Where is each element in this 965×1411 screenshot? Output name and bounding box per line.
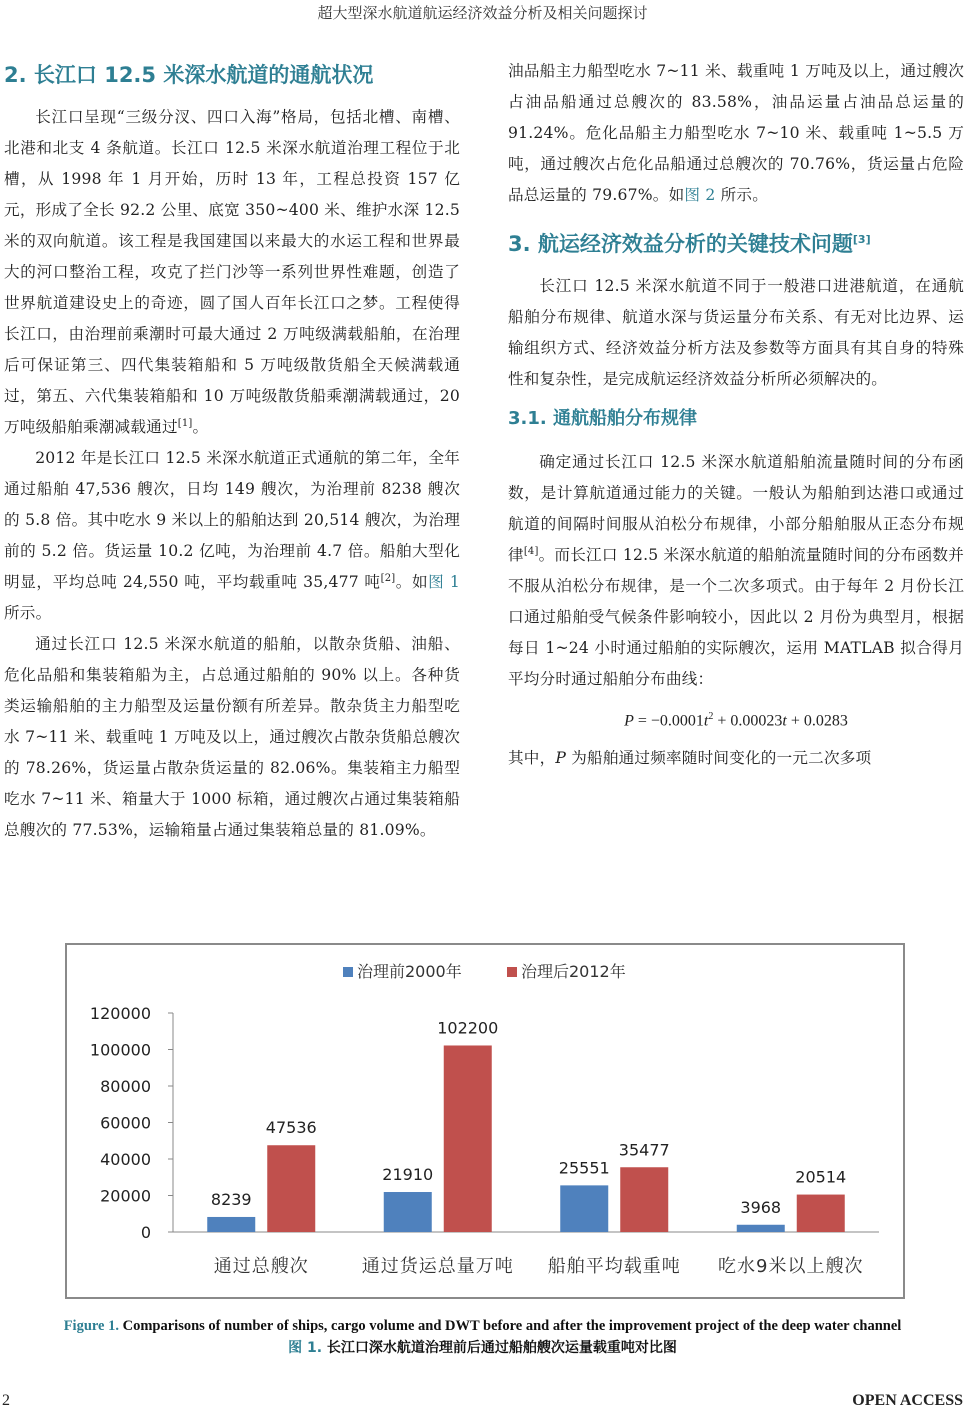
paragraph-1: 长江口呈现“三级分汊、四口入海”格局，包括北槽、南槽、北港和北支 4 条航道。长江口 12.5 米深水航道治理工程位于北槽，从 1998 年 1 月开始，历时 13 年，工程总投资 157 亿元，形成了全长 92.2 公里、底宽 350~400 米、维护水深 12.5 米的双向航道。该工程是我国建国以来最大的水运工程和世界最大的河口整治工程，攻克了拦门沙等一系列世界性难题，创造了世界航道建设史上的奇迹，圆了国人百年长江口之梦。工程使得长江口，由治理前乘潮时可最大通过 2 万吨级满载船舶，在治理后可保证第三、四代集装箱船和 5 万吨级散货船全天候满载通过，第五、六代集装箱船和 10 万吨级散货船乘潮满载通过，20 万吨级船舶乘潮减载通过[1]。	[4, 108, 460, 436]
bar-3-0	[737, 1225, 785, 1232]
equation: $P = -0.0001t^2 + 0.00023t + 0.0283$	[624, 711, 848, 730]
figure-2-link[interactable]: 图 2	[684, 186, 716, 204]
page-number: 2	[2, 1392, 10, 1409]
legend-label-0: 治理前2000年	[357, 962, 462, 981]
running-title: 超大型深水航道航运经济效益分析及相关问题探讨	[317, 4, 648, 22]
data-label-3-1: 20514	[795, 1167, 847, 1187]
x-tick-label-2: 船舶平均载重吨	[547, 1256, 681, 1277]
section-2-heading: 2. 长江口 12.5 米深水航道的通航状况	[4, 63, 374, 87]
bar-2-0	[560, 1185, 608, 1232]
right-column	[508, 56, 964, 774]
figure-1-chart	[65, 943, 905, 1299]
paragraph-3: 通过长江口 12.5 米深水航道的船舶，以散杂货船、油船、危化品船和集装箱船为主，占总通过船舶的 90% 以上。各种货类运输船舶的主力船型及运量份额有所差异。散杂货主力船型吃水 7~11 米、载重吨 1 万吨及以上，通过艘次占散杂货船总艘次的 78.26%，货运量占散杂货运量的 82.06%。集装箱主力船型吃水 7~11 米、箱量大于 1000 标箱，通过艘次占通过集装箱船总艘次的 77.53%，运输箱量占通过集装箱总量的 81.09%。	[4, 635, 460, 839]
paragraph-2: 2012 年是长江口 12.5 米深水航道正式通航的第二年，全年通过船舶 47,536 艘次，日均 149 艘次，为治理前 8238 艘次的 5.8 倍。其中吃水 9 米以上的船舶达到 20,514 艘次，为治理前的 5.2 倍。货运量 10.2 亿吨，为治理前 4.7 倍。船舶大型化明显，平均总吨 24,550 吨，平均载重吨 35,477 吨[2]。如图 1 所示。	[4, 449, 461, 622]
y-tick-label-0: 0	[140, 1223, 151, 1242]
y-tick-label-1: 20000	[100, 1186, 151, 1206]
y-tick-label-3: 60000	[100, 1113, 151, 1133]
figure-1-link[interactable]: 图 1	[428, 573, 461, 591]
legend-swatch-0	[343, 967, 353, 977]
citation-2[interactable]: [2]	[380, 572, 396, 584]
legend-swatch-1	[507, 967, 517, 977]
citation-1[interactable]: [1]	[177, 417, 193, 429]
x-tick-label-1: 通过货运总量万吨	[361, 1256, 514, 1277]
bar-2-1	[620, 1167, 668, 1232]
y-tick-label-2: 40000	[100, 1150, 151, 1169]
x-tick-label-3: 吃水9米以上艘次	[718, 1256, 864, 1277]
y-tick-label-5: 100000	[89, 1040, 151, 1060]
bar-0-1	[267, 1145, 315, 1232]
data-label-0-0: 8239	[210, 1189, 252, 1209]
data-label-0-1: 47536	[265, 1118, 317, 1138]
data-label-1-1: 102200	[437, 1018, 499, 1038]
figure-caption-en: Figure 1. Comparisons of number of ships, cargo volume and DWT before and after the improvement project of the deep water channel	[63, 1318, 902, 1334]
y-tick-label-4: 80000	[100, 1077, 151, 1096]
paragraph-5: 确定通过长江口 12.5 米深水航道船舶流量随时间的分布函数，是计算航道通过能力的关键。一般认为船舶到达港口或通过航道的间隔时间服从泊松分布规律，小部分船舶服从正态分布规律[4]。而长江口 12.5 米深水航道的船舶流量随时间的分布函数并不服从泊松分布规律，是一个二次多项式。由于每年 2 月份长江口通过船舶受气候条件影响较小，因此以 2 月份为典型月，根据每日 1~24 小时通过船舶的实际艘次，运用 MATLAB 拟合得月平均分时通过船舶分布曲线：	[508, 453, 965, 688]
bar-chart	[67, 945, 903, 1297]
section-3-1-heading: 3.1. 通航船舶分布规律	[508, 408, 697, 429]
y-tick-label-6: 120000	[89, 1004, 151, 1023]
figure-caption-zh: 图 1. 长江口深水航道治理前后通过船舶艘次运量载重吨对比图	[288, 1340, 677, 1356]
data-label-2-0: 25551	[558, 1158, 610, 1178]
citation-3[interactable]: [3]	[852, 233, 871, 246]
data-label-2-1: 35477	[618, 1140, 670, 1160]
legend-label-1: 治理后2012年	[521, 962, 626, 981]
bar-1-0	[384, 1192, 432, 1232]
data-label-1-0: 21910	[382, 1165, 434, 1185]
bar-0-0	[207, 1217, 255, 1232]
paragraph-4: 长江口 12.5 米深水航道不同于一般港口进港航道，在通航船舶分布规律、航道水深与货运量分布关系、有无对比边界、运输组织方式、经济效益分析方法及参数等方面具有其自身的特殊性和复杂性，是完成航运经济效益分析所必须解决的。	[508, 277, 964, 388]
paragraph-continued: 油品船主力船型吃水 7~11 米、载重吨 1 万吨及以上，通过艘次占油品船通过总艘次的 83.58%，油品运量占油品总运量的 91.24%。危化品船主力船型吃水 7~10 米、载重吨 1~5.5 万吨，通过艘次占危化品船通过总艘次的 70.76%，货运量占危险品总运量的 79.67%。如图 2 所示。	[508, 62, 964, 204]
x-tick-label-0: 通过总艘次	[213, 1256, 309, 1277]
citation-4[interactable]: [4]	[523, 545, 539, 557]
bar-3-1	[797, 1195, 845, 1232]
section-3-heading: 3. 航运经济效益分析的关键技术问题[3]	[508, 232, 871, 256]
data-label-3-0: 3968	[740, 1197, 782, 1217]
bar-1-1	[444, 1045, 492, 1232]
left-column	[4, 56, 460, 846]
open-access-label: OPEN ACCESS	[852, 1392, 963, 1409]
paragraph-6: 其中，P 为船舶通过频率随时间变化的一元二次多项	[508, 749, 872, 768]
